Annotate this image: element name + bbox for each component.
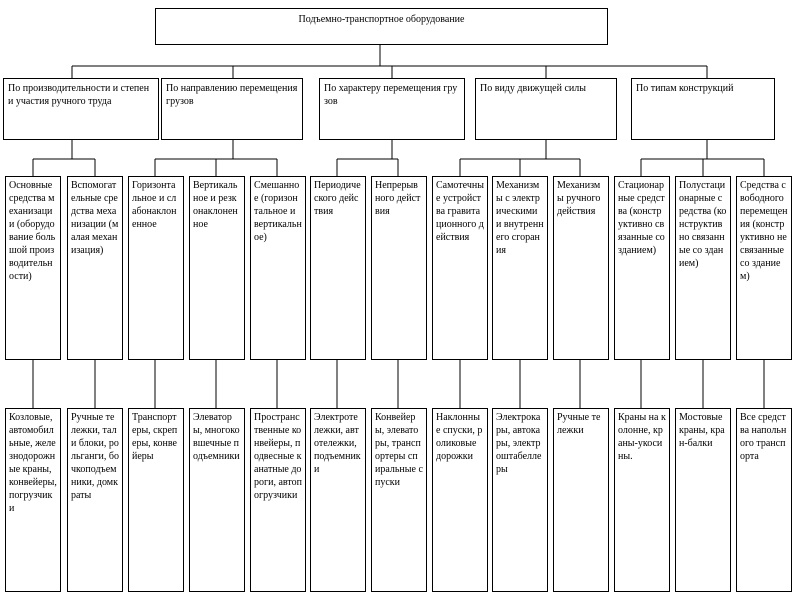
type-periodic: Периодического действия bbox=[310, 176, 366, 360]
type-semi-stationary: Полустационарные средства (конструктивно связанные со зданием) bbox=[675, 176, 731, 360]
category-driving-force: По виду движущей силы bbox=[475, 78, 617, 140]
example-main-mechanization: Козловые, автомобильные, железнодорожные краны, конвейеры, погрузчики bbox=[5, 408, 61, 592]
category-productivity: По производительности и степени участия ручного труда bbox=[3, 78, 159, 140]
example-vertical: Элеваторы, многоковшечные подъемники bbox=[189, 408, 245, 592]
example-gravity: Наклонные спуски, роликовые дорожки bbox=[432, 408, 488, 592]
example-manual: Ручные тележки bbox=[553, 408, 609, 592]
example-auxiliary-mechanization: Ручные тележки, тали блоки, рольганги, бочкоподъемники, домкраты bbox=[67, 408, 123, 592]
category-construction-type: По типам конструкций bbox=[631, 78, 775, 140]
type-stationary: Стационарные средства (конструктивно связанные со зданием) bbox=[614, 176, 670, 360]
category-movement-character: По характеру перемещения грузов bbox=[319, 78, 465, 140]
example-horizontal: Транспортеры, скреперы, конвейеры bbox=[128, 408, 184, 592]
example-periodic: Электротележки, автотележки, подъемники bbox=[310, 408, 366, 592]
example-semi-stationary: Мостовые краны, кран-балки bbox=[675, 408, 731, 592]
type-mixed: Смешанное (горизонтальное и вертикальное) bbox=[250, 176, 306, 360]
example-stationary: Краны на колонне, краны-укосины. bbox=[614, 408, 670, 592]
type-continuous: Непрерывного действия bbox=[371, 176, 427, 360]
category-direction: По направлению перемещения грузов bbox=[161, 78, 303, 140]
type-horizontal: Горизонтальное и слабонаклоненное bbox=[128, 176, 184, 360]
type-electric-combustion: Механизмы с электрическими и внутреннего сгорания bbox=[492, 176, 548, 360]
type-vertical: Вертикальное и резконаклоненное bbox=[189, 176, 245, 360]
type-main-mechanization: Основные средства механизации (оборудование большой производительности) bbox=[5, 176, 61, 360]
example-continuous: Конвейеры, элеваторы, транспортеры спиральные спуски bbox=[371, 408, 427, 592]
root-node: Подъемно-транспортное оборудование bbox=[155, 8, 608, 45]
example-electric-combustion: Электрокары, автокары, электроштабеллеры bbox=[492, 408, 548, 592]
type-free-movement: Средства свободного перемещения (конструктивно не связанные со зданием) bbox=[736, 176, 792, 360]
type-auxiliary-mechanization: Вспомогательные средства механизации (малая механизация) bbox=[67, 176, 123, 360]
type-manual: Механизмы ручного действия bbox=[553, 176, 609, 360]
example-mixed: Пространственные конвейеры, подвесные канатные дороги, автопогрузчики bbox=[250, 408, 306, 592]
example-free-movement: Все средства напольного транспорта bbox=[736, 408, 792, 592]
type-gravity: Самотечные устройства гравитационного действия bbox=[432, 176, 488, 360]
